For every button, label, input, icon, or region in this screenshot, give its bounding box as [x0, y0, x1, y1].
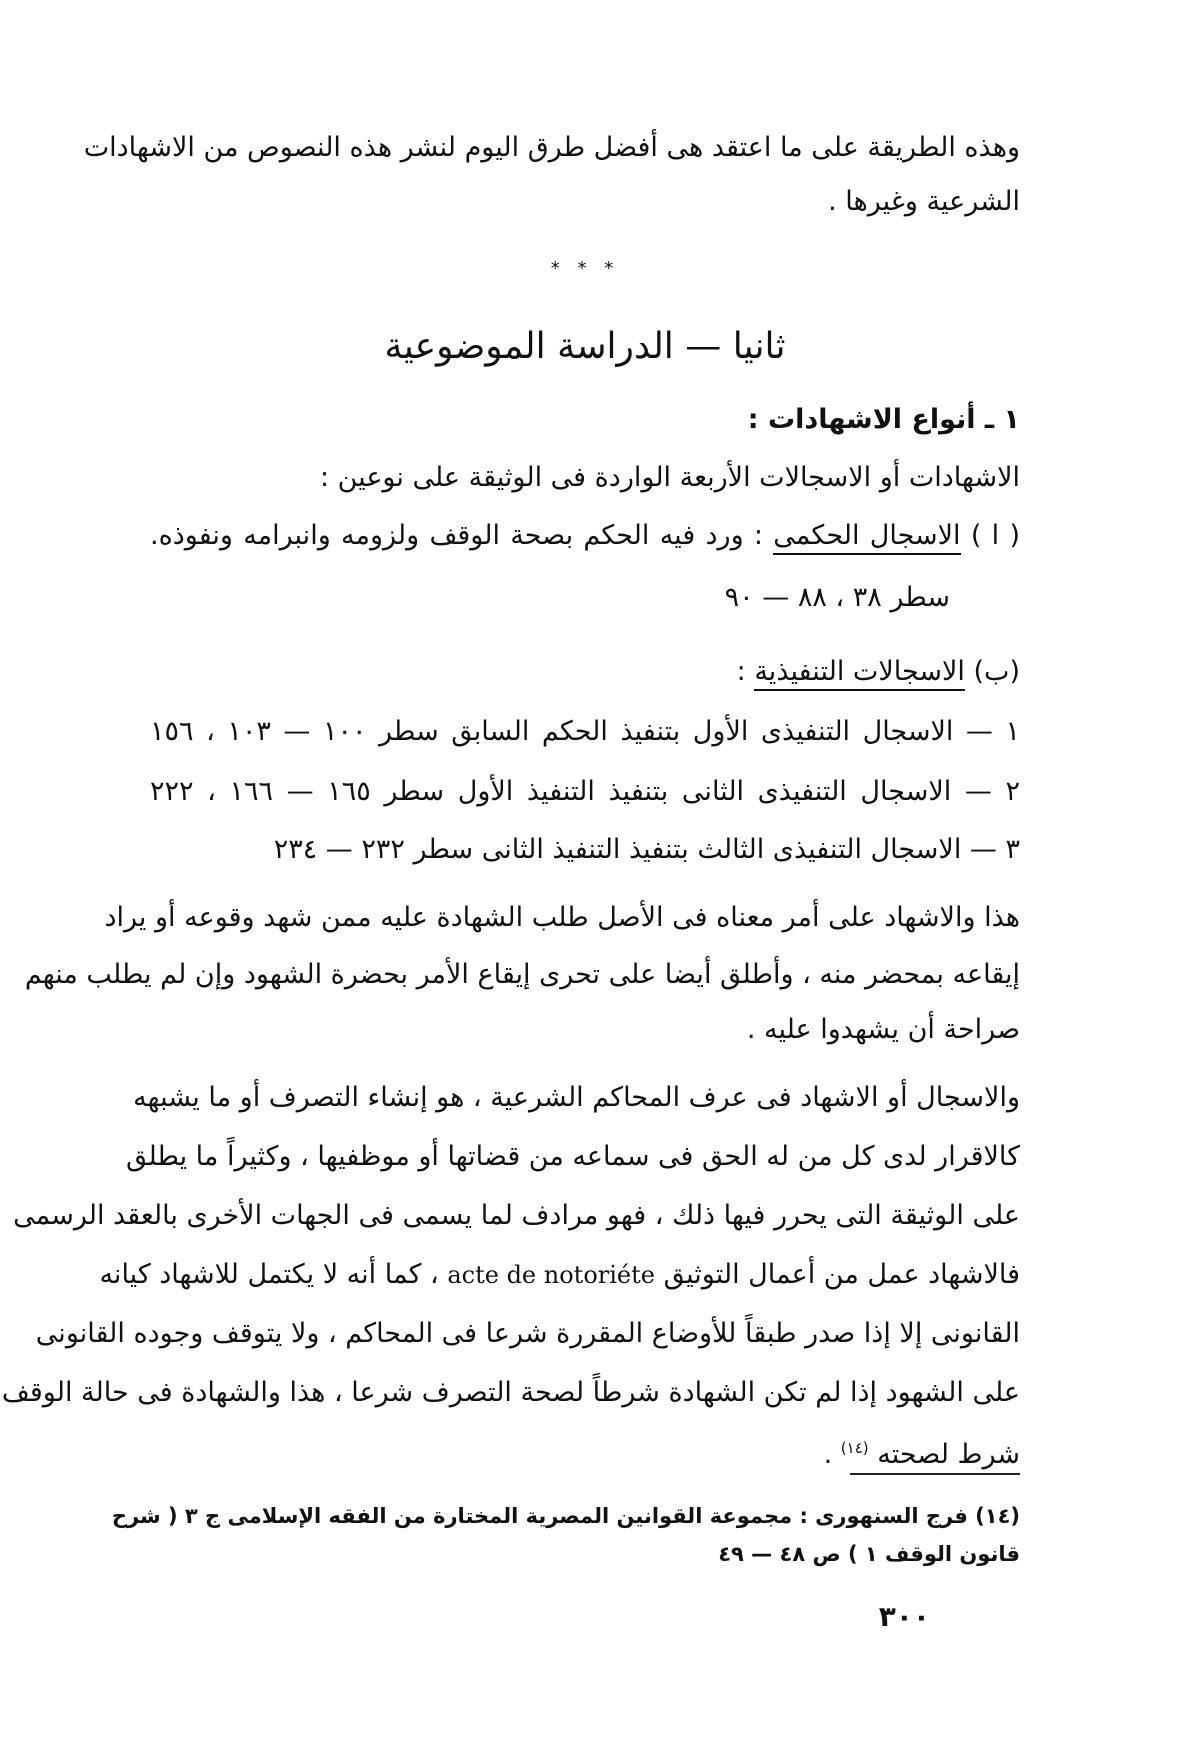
paragraph2-last-line — [824, 1428, 1020, 1475]
paragraph2-last-text: شرط لصحته — [877, 1439, 1020, 1470]
type-b-suffix: : — [736, 656, 746, 687]
subsection-heading: ١ ـ أنواع الاشهادات : — [747, 404, 1020, 435]
list-item-3: ٣ — الاسجال التنفيذى الثالث بتنفيذ التنفيذ الثانى سطر ٢٣٢ — ٢٣٤ — [273, 834, 1020, 865]
section-separator: * * * — [550, 258, 620, 279]
paragraph2-line-6: على الشهود إذا لم تكن الشهادة شرطاً لصحة التصرف شرعا ، هذا والشهادة فى حالة الوقف — [1, 1377, 1020, 1408]
type-a-marker: ( ا ) — [970, 520, 1020, 551]
footnote-reference: (١٤) — [840, 1439, 869, 1457]
section-title: ثانيا — الدراسة الموضوعية — [384, 326, 786, 367]
page-number: ٣٠٠ — [878, 1600, 930, 1633]
type-b-marker: (ب) — [973, 656, 1020, 687]
type-a-line — [150, 516, 1020, 556]
document-page — [1, 0, 1021, 1750]
french-term: acte de notoriéte — [447, 1261, 655, 1289]
footnote-divider — [850, 1473, 1020, 1475]
paragraph1-line-3: صراحة أن يشهدوا عليه . — [746, 1014, 1020, 1045]
paragraph1-line-2: إيقاعه بمحضر منه ، وأطلق أيضا على تحرى إيقاع الأمر بحضرة الشهود وإن لم يطلب منهم — [24, 959, 1020, 990]
final-period: . — [823, 1439, 833, 1470]
paragraph2-line-4-start: فالاشهاد عمل من أعمال التوثيق — [663, 1259, 1020, 1290]
footnote-line-2: قانون الوقف ١ ) ص ٤٨ — ٤٩ — [718, 1542, 1020, 1566]
paragraph2-line-3: على الوثيقة التى يحرر فيها ذلك ، فهو مرادف لما يسمى فى الجهات الأخرى بالعقد الرسمى — [13, 1200, 1020, 1231]
types-intro: الاشهادات أو الاسجالات الأربعة الواردة فى الوثيقة على نوعين : — [319, 462, 1020, 493]
type-a-label: الاسجال الحكمى — [773, 520, 960, 555]
type-a-lines-ref: سطر ٣٨ ، ٨٨ — ٩٠ — [724, 582, 950, 613]
type-b-label: الاسجالات التنفيذية — [754, 656, 965, 691]
list-item-2: ٢ — الاسجال التنفيذى الثانى بتنفيذ التنفيذ الأول سطر ١٦٥ — ١٦٦ ، ٢٢٢ — [150, 776, 1020, 807]
intro-line-2: الشرعية وغيرها . — [828, 186, 1020, 217]
list-item-1: ١ — الاسجال التنفيذى الأول بتنفيذ الحكم السابق سطر ١٠٠ — ١٠٣ ، ١٥٦ — [150, 716, 1021, 747]
paragraph1-line-1: هذا والاشهاد على أمر معناه فى الأصل طلب الشهادة عليه ممن شهد وقوعه أو يراد — [104, 902, 1020, 933]
paragraph2-line-4-end: ، كما أنه لا يكتمل للاشهاد كيانه — [99, 1259, 439, 1290]
paragraph2-line-5: القانونى إلا إذا صدر طبقاً للأوضاع المقررة شرعا فى المحاكم ، ولا يتوقف وجوده القانونى — [35, 1318, 1020, 1349]
intro-line-1: وهذه الطريقة على ما اعتقد هى أفضل طرق اليوم لنشر هذه النصوص من الاشهادات — [83, 132, 1020, 163]
type-a-text: : ورد فيه الحكم بصحة الوقف ولزومه وانبرامه ونفوذه. — [150, 520, 763, 551]
footnote-line-1: (١٤) فرج السنهورى : مجموعة القوانين المصرية المختارة من الفقه الإسلامى ج ٣ ( شرح — [111, 1504, 1020, 1528]
paragraph2-line-4 — [99, 1255, 1020, 1295]
paragraph2-line-1: والاسجال أو الاشهاد فى عرف المحاكم الشرعية ، هو إنشاء التصرف أو ما يشبهه — [133, 1082, 1020, 1113]
type-b-line — [737, 652, 1020, 692]
paragraph2-line-2: كالاقرار لدى كل من له الحق فى سماعه من قضاتها أو موظفيها ، وكثيراً ما يطلق — [125, 1141, 1020, 1172]
